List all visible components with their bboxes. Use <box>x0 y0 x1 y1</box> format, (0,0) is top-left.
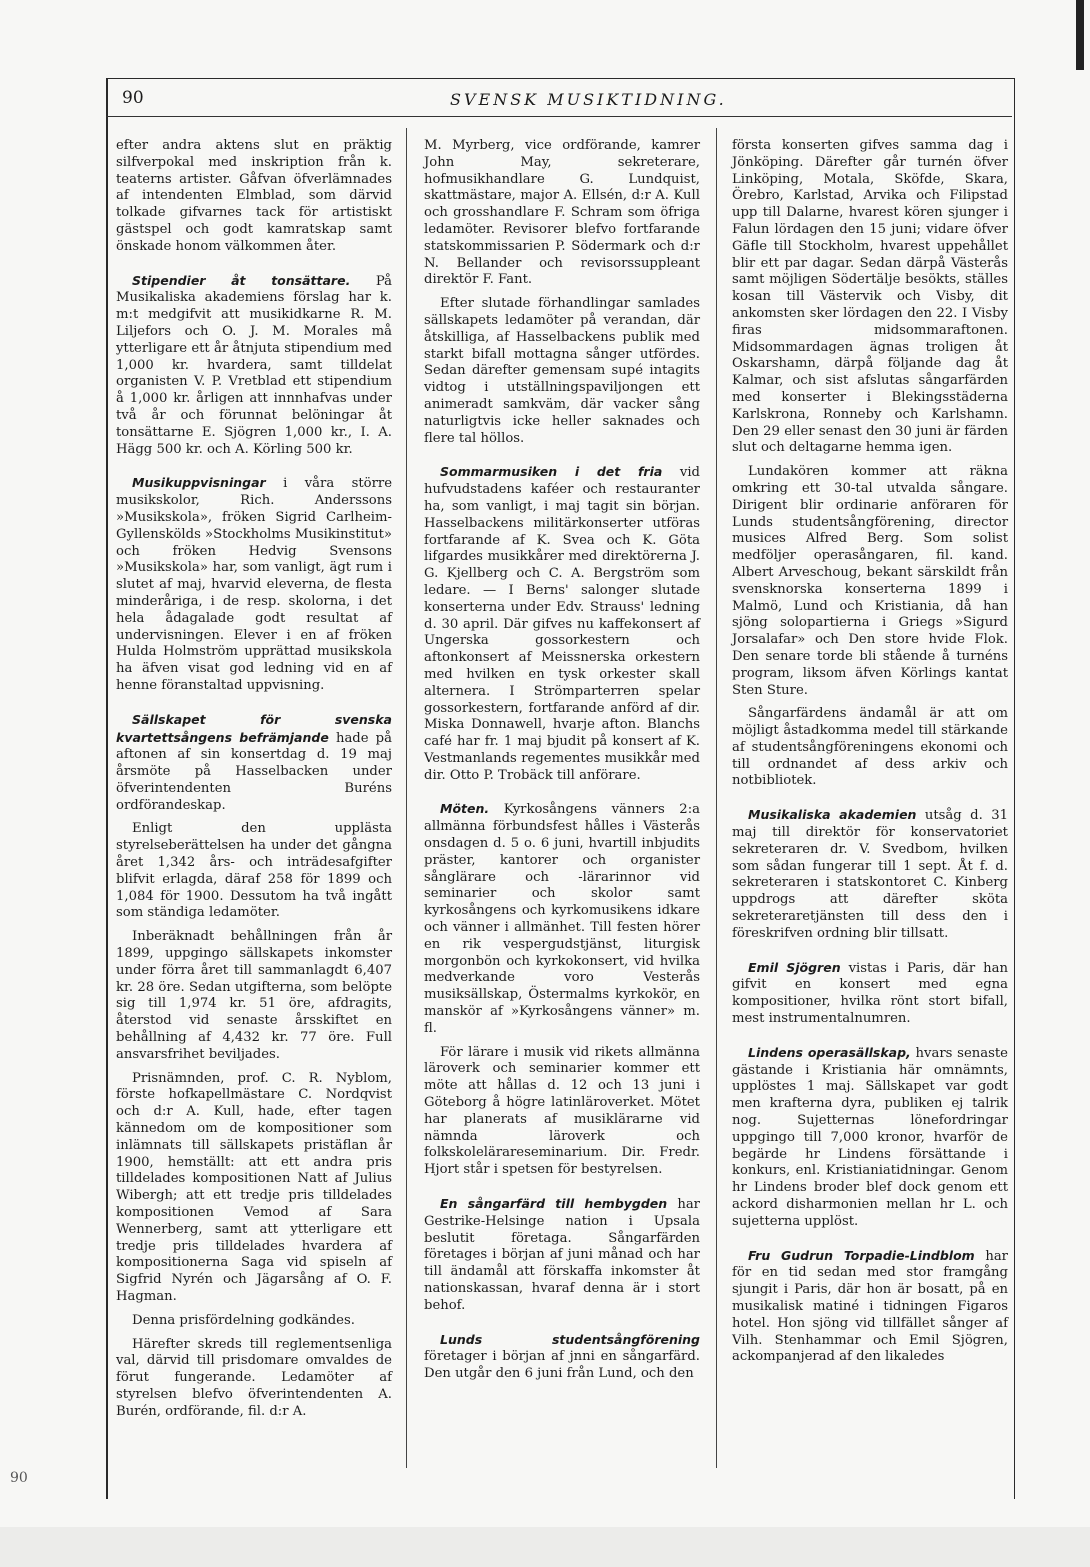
article-body: företager i början af jnni en sångarfärd. Den utgår den 6 juni från Lund, och den <box>424 1349 700 1382</box>
article-body: har för en tid sedan med stor framgång sjungit i Paris, där hon är bosatt, på en musikalisk matiné i tidningen Figaros hotel. Hon sjöng vid tillfället sånger af Vilh. Stenhammar och Emil Sjögren, ackompanjerad af den likaledes <box>732 1248 1008 1365</box>
column-left <box>116 138 392 1428</box>
article-heading: Sommarmusiken i det fria <box>440 464 663 480</box>
margin-mark: 90 <box>10 1470 28 1486</box>
article-torpadie <box>732 1248 1008 1367</box>
article-heading: Emil Sjögren <box>748 959 841 975</box>
article-musikaliska-akademien <box>732 807 1008 942</box>
paragraph: Enligt den upplästa styrelseberättelsen ha under det gångna året 1,342 års- och inträdesafgifter blifvit erlagda, däraf 258 för 1899 och 1,084 för 1900. Dessutom ha två ingått som ständiga ledamöter. <box>116 821 392 921</box>
page-number: 90 <box>122 88 144 108</box>
article-lunds <box>424 1332 700 1383</box>
article-heading: Musikaliska akademien <box>748 807 917 823</box>
column-middle <box>424 138 700 1390</box>
article-body: vistas i Paris, där han gifvit en konsert med egna kompositioner, hvilka rönt stort bifall, mest instrumentalnumren. <box>732 960 1008 1027</box>
paragraph: Prisnämnden, prof. C. R. Nyblom, förste hofkapellmästare C. Nordqvist och d:r A. Kull, hade, efter tagen kännedom om de kompositioner som inlämnats till sällskapets pristäflan år 1900, hemställt: att ett andra pris tilldelades kompositionen Natt af Julius Wibergh; att ett tredje pris tilldelades kompositionen Vemod af Sara Wennerberg, samt att ytterligare ett tredje pris tilldelades hvardera af kompositionerna Saga vid spiseln af Sigfrid Nyrén och Jägarsång af O. F. Hagman. <box>116 1070 392 1304</box>
column-rule-1 <box>406 128 407 1468</box>
article-sommarmusiken <box>424 464 700 784</box>
article-heading: Sällskapet för svenska kvartettsångens befrämjande <box>116 711 392 745</box>
article-sangarfard <box>424 1196 700 1315</box>
article-body: utsåg d. 31 maj till direktör för konservatoriet sekreteraren dr. V. Svedbom, hvilken som sådan fungerar till 1 sept. Åt f. d. sekreteraren i statskontoret C. Kinberg uppdrogs att därefter sköta sekreteraretjänsten till dess den i föreskrifven ordning blir tillsatt. <box>732 808 1008 941</box>
article-body: hade på aftonen af sin konsertdag d. 19 maj årsmöte på Hasselbacken under öfverintendenten Buréns ordförandeskap. <box>116 730 392 813</box>
article-heading: Lindens operasällskap, <box>748 1044 911 1060</box>
article-stipendier <box>116 273 392 459</box>
paragraph: första konserten gifves samma dag i Jönköping. Därefter går turnén öfver Linköping, Motala, Sköfde, Skara, Örebro, Karlstad, Arvika och Filipstad upp till Dalarne, hvarest kören sjunger i Falun lördagen den 15 juni; vidare öfver Gäfle till Stockholm, hvarest uppehållet blir ett par dagar. Sedan därpå Västerås samt möjligen Södertälje besökts, ställes kosan till Västervik och Visby, dit ankomsten sker lördagen den 22. I Visby firas midsommaraftonen. Midsommardagen ägnas troligen åt Oskarshamn, därpå följande dag åt Kalmar, och sist afslutas sångarfärden med konserter i Blekingsstäderna Karlskrona, Ronneby och Karlshamn. Den 29 eller senast den 30 juni är färden slut och deltagarne hemma igen. <box>732 138 1008 456</box>
article-body: har Gestrike-Helsinge nation i Upsala beslutit företaga. Sångarfärden företages i början af juni månad och har till ändamål att förskaffa inkomster åt nationskassan, hvaraf denna är i stort behof. <box>424 1197 700 1313</box>
paragraph: Härefter skreds till reglementsenliga val, därvid till prisdomare omvaldes de förut fungerande. Ledamöter af styrelsen blefvo öfverintendenten A. Burén, ordförande, fil. d:r A. <box>116 1336 392 1419</box>
page-header <box>106 78 1012 117</box>
scan-edge-mark <box>1076 0 1084 70</box>
paragraph: Denna prisfördelning godkändes. <box>132 1312 355 1328</box>
paragraph: Sångarfärdens ändamål är att om möjligt åstadkomma medel till stärkande af studentsångföreningens ekonomi och till ordnandet af dess arkiv och notbibliotek. <box>732 706 1008 789</box>
article-body: vid hufvudstadens kaféer och restauranter ha, som vanligt, i maj tagit sin början. Hasselbackens militärkonserter utföras fortfarande af K. Svea och K. Göta lifgardes musikkårer med direktörerna J. G. Kjellberg och C. A. Bergström som ledare. — I Berns' salonger slutade konserterna under Edv. Strauss' ledning d. 30 april. Där gifves nu kaffekonsert af Ungerska gossorkestern och aftonkonsert af Meissnerska orkestern med hvilken en tysk orkester skall alternera. I Strömparterren spelar gossorkestern, fortfarande anförd af dir. Miska Donnawell, hvarje afton. Blanchs café har fr. 1 maj bjudit på konsert af K. Vestmanlands regementes musikkår med dir. Otto P. Trobäck till anförare. <box>424 465 700 783</box>
column-right <box>732 138 1008 1373</box>
article-moten <box>424 801 700 1037</box>
article-heading: Stipendier åt tonsättare. <box>132 272 351 288</box>
article-body: hvars senaste gästande i Kristiania här omnämnts, upplöstes 1 maj. Sällskapet var godt men krafterna dyra, publiken ej talrik nog. Sujetternas lönefordringar uppgingo till 7,000 kronor, hvarför de begärde hr Lindens försättande i konkurs, enl. Kristianiatidningar. Genom hr Lindens broder blef dock genom ett ackord disharmonien mellan hr L. och sujetterna upplöst. <box>732 1045 1008 1229</box>
article-heading: Fru Gudrun Torpadie-Lindblom <box>748 1247 975 1263</box>
article-musikuppvisningar <box>116 475 392 694</box>
article-body: Kyrkosångens vänners 2:a allmänna förbundsfest hålles i Västerås onsdagen d. 5 o. 6 juni, hvartill inbjudits präster, kantorer och organister sånglärare och -lärarinnor vid seminarier och skolor samt kyrkosångens och kyrkomusikens idkare och vänner i allmänhet. Till festen hörer en rik vespergudstjänst, liturgisk morgonbön och kyrkokonsert, vid hvilka medverkande voro Vesterås musiksällskap, Östermalms kyrkokör, en manskör af »Kyrkosångens vänner» m. fl. <box>424 802 700 1036</box>
scan-bottom-edge <box>0 1527 1090 1567</box>
paragraph: För lärare i musik vid rikets allmänna läroverk och seminarier kommer ett möte att hållas d. 12 och 13 juni i Göteborg å högre latinläroverket. Mötet har planerats af musiklärarne vid nämnda läroverk och folkskolelärareseminarium. Dir. Fredr. Hjort står i spetsen för bestyrelsen. <box>424 1044 700 1178</box>
column-rule-2 <box>716 128 717 1468</box>
journal-title: SVENSK MUSIKTIDNING. <box>450 90 727 109</box>
article-body: På Musikaliska akademiens förslag har k. m:t medgifvit att musikidkarne R. M. Liljefors och O. J. M. Morales må ytterligare ett år åtnjuta stipendium med 1,000 kr. hvardera, samt tilldelat organisten V. P. Vretblad ett stipendium å 1,000 kr. årligen att innnhafvas under två år och förunnat belöningar åt tonsättarne E. Sjögren 1,000 kr., I. A. Hägg 500 kr. och A. Körling 500 kr. <box>116 273 392 457</box>
paragraph: efter andra aktens slut en präktig silfverpokal med inskription från k. teaterns artister. Gåfvan öfverlämnades af intendenten Elmblad, som därvid tolkade gifvarnes tack för artistiskt gästspel och godt kamratskap samt önskade honom välkommen åter. <box>116 138 392 254</box>
article-body: i våra större musikskolor, Rich. Anderssons »Musikskola», fröken Sigrid Carlheim-Gyllenskölds »Stockholms Musikinstitut» och fröken Hedvig Svensons »Musikskola» har, som vanligt, ägt rum i slutet af maj, hvarvid eleverna, de flesta minderåriga, i de resp. skolorna, i det hela ådagalade godt resultat af undervisningen. Elever i en af fröken Hulda Holmström upprättad musikskola ha äfven visat god ledning vid en af henne föranstaltad uppvisning. <box>116 476 392 693</box>
article-heading: Lunds studentsångförening <box>440 1331 700 1347</box>
article-heading: Musikuppvisningar <box>132 475 266 491</box>
article-heading: En sångarfärd till hembygden <box>440 1196 668 1212</box>
paragraph: M. Myrberg, vice ordförande, kamrer John May, sekreterare, hofmusikhandlare G. Lundquist, skattmästare, major A. Ellsén, d:r A. Kull och grosshandlare F. Schram som öfriga ledamöter. Revisorer blefvo fortfarande statskommissarien P. Södermark och d:r N. Bellander och revisorssuppleant direktör F. Fant. <box>424 138 700 288</box>
paragraph: Efter slutade förhandlingar samlades sällskapets ledamöter på verandan, där åtskilliga, af Hasselbackens publik med starkt bifall mottagna sånger utfördes. Sedan därefter gemensam supé intagits vidtog i utställningspaviljongen ett animeradt samkväm, där vacker sång naturligtvis icke heller saknades och flere tal höllos. <box>424 296 700 446</box>
article-heading: Möten. <box>440 801 490 817</box>
article-sallskapet <box>116 712 392 815</box>
article-lindens <box>732 1045 1008 1231</box>
paragraph: Inberäknadt behållningen från år 1899, uppgingo sällskapets inkomster under förra året till sammanlagdt 6,407 kr. 28 öre. Sedan utgifterna, som belöpte sig till 1,974 kr. 51 öre, afdragits, återstod vid senaste årsskiftet en behållning af 4,432 kr. 77 öre. Full ansvarsfrihet beviljades. <box>116 929 392 1062</box>
article-emil-sjogren <box>732 960 1008 1028</box>
paragraph: Lundakören kommer att räkna omkring ett 30-tal utvalda sångare. Dirigent blir ordinarie anföraren för Lunds studentsångförening, director musices Alfred Berg. Som solist medföljer operasångaren, fil. kand. Albert Arveschoug, bekant särskildt från svensknorska konserterna 1899 i Malmö, Lund och Kristiania, då han sjöng solopartierna i Griegs »Sigurd Jorsalafar» och Den store hvide Flok. Den senare torde bli stående å turnéns program, liksom äfven Körlings kantat Sten Sture. <box>732 464 1008 698</box>
